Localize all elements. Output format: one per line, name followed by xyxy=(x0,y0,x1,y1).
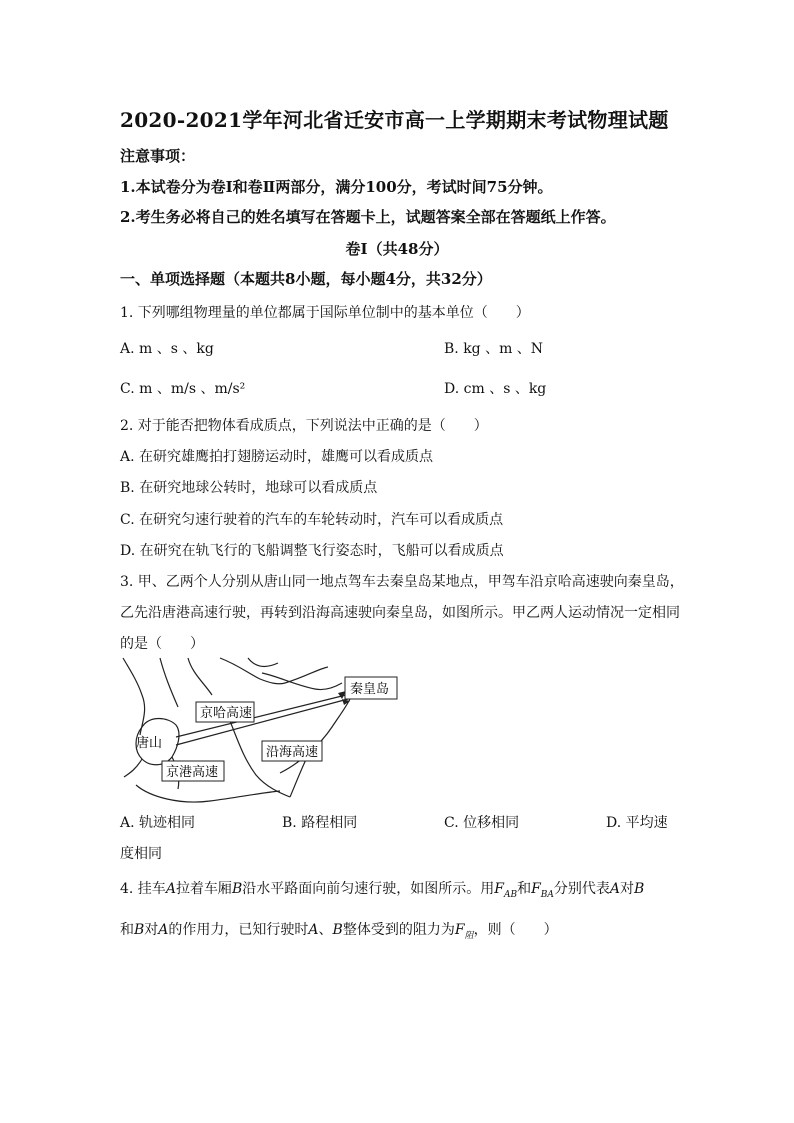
q3-stem-line-2: 乙先沿唐港高速行驶，再转到沿海高速驶向秦皇岛，如图所示。甲乙两人运动情况一定相同 xyxy=(120,605,680,621)
q2-option-d: D. 在研究在轨飞行的飞船调整飞行姿态时，飞船可以看成质点 xyxy=(120,543,504,559)
highway-map-figure xyxy=(120,655,410,805)
q3-option-c: C. 位移相同 xyxy=(444,815,520,831)
notice-item-2: 2.考生务必将自己的姓名填写在答题卡上，试题答案全部在答题纸上作答。 xyxy=(120,208,616,226)
q3-option-d-continued: 度相同 xyxy=(120,846,162,862)
map-label-jingha: 京哈高速 xyxy=(200,706,253,721)
q2-option-c: C. 在研究匀速行驶着的汽车的车轮转动时，汽车可以看成质点 xyxy=(120,512,504,528)
map-label-tangshan: 唐山 xyxy=(136,736,163,751)
q1-option-d: D. cm 、s 、kg xyxy=(444,381,547,397)
q2-option-a: A. 在研究雄鹰拍打翅膀运动时，雄鹰可以看成质点 xyxy=(120,449,434,465)
exam-title: 2020-2021学年河北省迁安市高一上学期期末考试物理试题 xyxy=(120,108,669,132)
volume-title: 卷Ⅰ（共48分） xyxy=(345,240,449,258)
force-f-ab: $F_{AB}$ xyxy=(494,881,518,900)
q3-stem-line-3: 的是（ ） xyxy=(120,636,204,652)
notice-heading: 注意事项： xyxy=(120,147,196,165)
q3-option-b: B. 路程相同 xyxy=(282,815,358,831)
q4-stem-line-2: 和B对A的作用力，已知行驶时A、B整体受到的阻力为$F_阻$，则（ ） xyxy=(120,922,558,941)
map-label-jinggang: 京港高速 xyxy=(166,765,219,780)
map-label-yanhai: 沿海高速 xyxy=(266,745,319,760)
force-f-resistance: $F_阻$ xyxy=(454,922,474,941)
q1-stem: 1. 下列哪组物理量的单位都属于国际单位制中的基本单位（ ） xyxy=(120,305,530,321)
q3-stem-line-1: 3. 甲、乙两个人分别从唐山同一地点驾车去秦皇岛某地点，甲驾车沿京哈高速驶向秦皇岛， xyxy=(120,574,684,590)
q4-stem-line-1: 4. 挂车A拉着车厢B沿水平路面向前匀速行驶，如图所示。用$F_{AB}$和$F_{BA}$分别代表A对B xyxy=(120,881,645,900)
q1-option-a: A. m 、s 、kg xyxy=(120,341,214,357)
section-title: 一、单项选择题（本题共8小题，每小题4分，共32分） xyxy=(120,270,492,288)
q3-option-a: A. 轨迹相同 xyxy=(120,815,196,831)
q2-option-b: B. 在研究地球公转时，地球可以看成质点 xyxy=(120,480,378,496)
q2-stem: 2. 对于能否把物体看成质点，下列说法中正确的是（ ） xyxy=(120,418,488,434)
q1-option-c: C. m 、m/s 、m/s² xyxy=(120,381,246,397)
notice-item-1: 1.本试卷分为卷Ⅰ和卷Ⅱ两部分，满分100分，考试时间75分钟。 xyxy=(120,178,553,196)
q3-option-d: D. 平均速 xyxy=(606,815,668,831)
map-label-qinhuangdao: 秦皇岛 xyxy=(350,682,390,697)
force-f-ba: $F_{BA}$ xyxy=(531,881,554,900)
q1-option-b: B. kg 、m 、N xyxy=(444,341,544,357)
